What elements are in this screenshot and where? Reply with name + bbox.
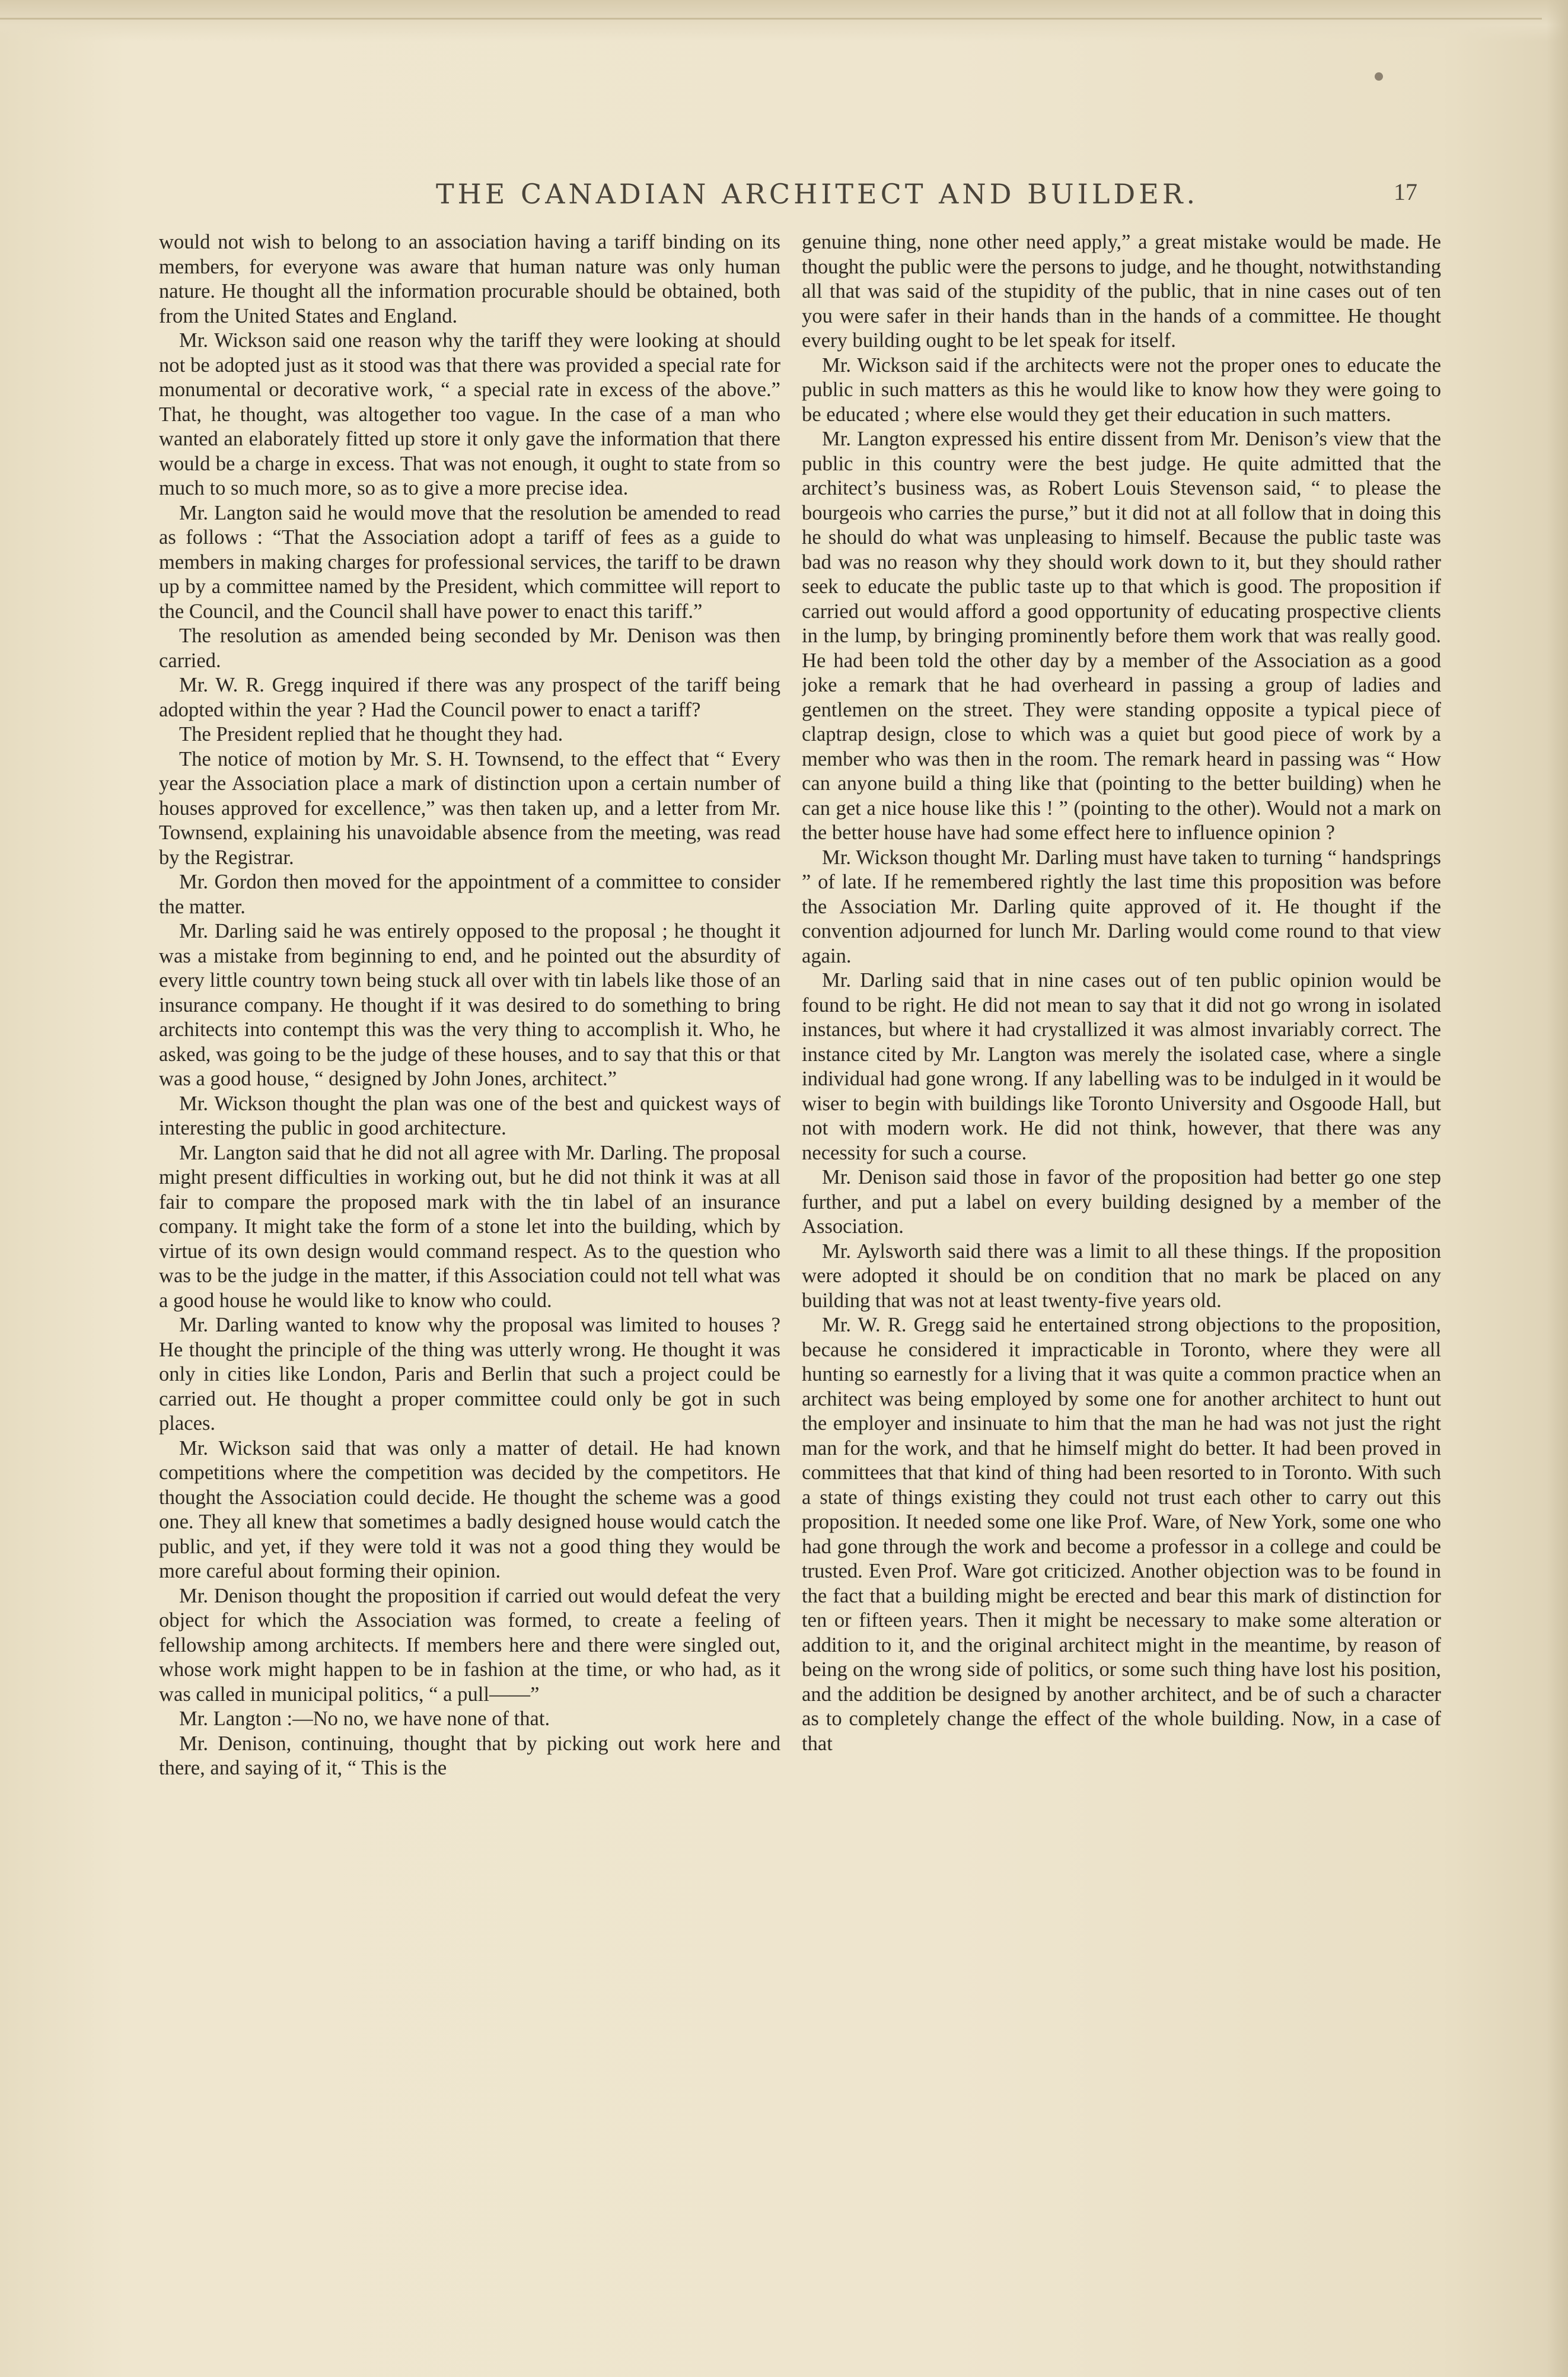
page-number: 17 bbox=[1394, 179, 1417, 205]
paragraph: Mr. Denison, continuing, thought that by picking out work here and there, and saying of it, “ This is the bbox=[159, 1732, 780, 1779]
paragraph: The President replied that he thought they had. bbox=[179, 723, 563, 745]
right-column bbox=[802, 230, 1441, 2241]
paragraph: Mr. Langton said that he did not all agree with Mr. Darling. The proposal might present difficulties in working out, but he did not think it was at all fair to compare the proposed mark with the tin label of an insurance company. It might take the form of a stone let into the building, which by virtue of its own design would command respect. As to the question who was to be the judge in the matter, if this Association could not tell what was a good house he would like to know who could. bbox=[159, 1141, 780, 1312]
ink-speck bbox=[1375, 72, 1383, 81]
paragraph: Mr. Wickson said that was only a matter of detail. He had known competitions where the competition was decided by the competitors. He thought the Association could decide. He thought the scheme was a good one. They all knew that sometimes a badly designed house would catch the public, and yet, if they were told it was not a good thing they would be more careful about forming their opinion. bbox=[159, 1436, 780, 1582]
running-head: THE CANADIAN ARCHITECT AND BUILDER. bbox=[436, 178, 1199, 210]
paragraph: Mr. Langton expressed his entire dissent from Mr. Denison’s view that the public in this country were the best judge. He quite admitted that the architect’s business was, as Robert Louis Stevenson said, “ to please the bourgeois who carries the purse,” but it did not at all follow that in doing this he should do what was unpleasing to himself. Because the public taste was bad was no reason why they should work down to it, but they should rather seek to educate the public taste up to that which is good. The proposition if carried out would afford a good opportunity of educating prospective clients in the lump, by bringing prominently before them work that was really good. He had been told the other day by a member of the Association as a good joke a remark that he had overheard in passing a group of ladies and gentlemen on the street. They were standing opposite a typical piece of claptrap design, close to which was a quiet but good piece of work by a member who was then in the room. The remark heard in passing was “ How can anyone build a thing like that (pointing to the better building) when he can get a nice house like this ! ” (pointing to the other). Would not a mark on the better house have had some effect here to influence opinion ? bbox=[802, 428, 1441, 844]
page-right-edge bbox=[1547, 0, 1568, 2377]
paragraph: Mr. W. R. Gregg inquired if there was any prospect of the tariff being adopted within the year ? Had the Council power to enact a tariff? bbox=[159, 674, 780, 721]
paragraph: Mr. Denison thought the proposition if carried out would defeat the very object for which the Association was formed, to create a feeling of fellowship among architects. If members here and there were singled out, whose work might happen to be in fashion at the time, or who had, as it was called in municipal politics, “ a pull——” bbox=[159, 1584, 780, 1706]
paragraph: Mr. Darling wanted to know why the proposal was limited to houses ? He thought the principle of the thing was utterly wrong. He thought it was only in cities like London, Paris and Berlin that such a project could be carried out. He thought a proper committee could only be got in such places. bbox=[159, 1314, 780, 1435]
paragraph: Mr. W. R. Gregg said he entertained strong objections to the proposition, because he considered it impracticable in Toronto, where they were all hunting so earnestly for a living that it was quite a common practice when an architect was being employed by some one for another architect to hunt out the employer and insinuate to him that the man he had was not just the right man for the work, and that he himself might do better. It had been proved in committees that that kind of thing had been resorted to in Toronto. With such a state of things existing they could not trust each other to carry out this proposition. It needed some one like Prof. Ware, of New York, some one who had gone through the work and become a professor in a college and could be trusted. Even Prof. Ware got criticized. Another objection was to be found in the fact that a building might be erected and bear this mark of distinction for ten or fifteen years. Then it might be necessary to make some alteration or addition to it, and the original architect might in the meantime, by reason of being on the wrong side of politics, or some such thing have lost his position, and the addition be designed by another architect, and be of such a character as to completely change the effect of the whole building. Now, in a case of that bbox=[802, 1314, 1441, 1755]
paragraph: The notice of motion by Mr. S. H. Townsend, to the effect that “ Every year the Association place a mark of distinction upon a certain number of houses approved for excellence,” was then taken up, and a letter from Mr. Townsend, explaining his unavoidable absence from the meeting, was read by the Registrar. bbox=[159, 747, 780, 869]
paragraph: Mr. Darling said that in nine cases out of ten public opinion would be found to be right. He did not mean to say that it did not go wrong in isolated instances, but where it had crystallized it was almost invariably correct. The instance cited by Mr. Langton was merely the isolated case, where a single individual had gone wrong. If any labelling was to be indulged in it would be wiser to begin with buildings like Toronto University and Osgoode Hall, but not with modern work. He did not think, however, that there was any necessity for such a course. bbox=[802, 969, 1441, 1164]
paragraph: Mr. Denison said those in favor of the proposition had better go one step further, and put a label on every building designed by a member of the Association. bbox=[802, 1166, 1441, 1238]
left-column bbox=[159, 230, 780, 2241]
paragraph: Mr. Gordon then moved for the appointment of a committee to consider the matter. bbox=[159, 871, 780, 918]
paragraph: Mr. Wickson said if the architects were not the proper ones to educate the public in such matters as this he would like to know how they were going to be educated ; where else would they get their education in such matters. bbox=[802, 353, 1441, 426]
paragraph: would not wish to belong to an association having a tariff binding on its members, for everyone was aware that human nature was only human nature. He thought all the information procurable should be obtained, both from the United States and England. bbox=[159, 231, 780, 327]
paragraph: Mr. Langton :—No no, we have none of that. bbox=[179, 1707, 550, 1730]
paragraph: Mr. Langton said he would move that the resolution be amended to read as follows : “That the Association adopt a tariff of fees as a guide to members in making charges for professional services, the tariff to be drawn up by a committee named by the President, which committee will report to the Council, and the Council shall have power to enact this tariff.” bbox=[159, 501, 780, 623]
paragraph: Mr. Wickson said one reason why the tariff they were looking at should not be adopted just as it stood was that there was provided a special rate for monumental or decorative work, “ a special rate in excess of the above.” That, he thought, was altogether too vague. In the case of a man who wanted an elaborately fitted up store it only gave the information that there would be a charge in excess. That was not enough, it ought to state from so much to so much more, so as to give a more precise idea. bbox=[159, 329, 780, 499]
paragraph: Mr. Wickson thought the plan was one of the best and quickest ways of interesting the public in good architecture. bbox=[159, 1092, 780, 1139]
paragraph: genuine thing, none other need apply,” a great mistake would be made. He thought the public were the persons to judge, and he thought, notwithstanding all that was said of the stupidity of the public, that in nine cases out of ten you were safer in their hands than in the hands of a committee. He thought every building ought to be let speak for itself. bbox=[802, 231, 1441, 352]
page-top-edge bbox=[0, 0, 1568, 42]
paragraph: Mr. Wickson thought Mr. Darling must have taken to turning “ handsprings ” of late. If he remembered rightly the last time this proposition was before the Association Mr. Darling quite approved of it. He thought if the convention adjourned for lunch Mr. Darling would come round to that view again. bbox=[802, 846, 1441, 967]
paragraph: Mr. Darling said he was entirely opposed to the proposal ; he thought it was a mistake from beginning to end, and he pointed out the absurdity of every little country town being stuck all over with tin labels like those of an insurance company. He thought if it was desired to do something to bring architects into contempt this was the very thing to accomplish it. Who, he asked, was going to be the judge of these houses, and to say that this or that was a good house, “ designed by John Jones, architect.” bbox=[159, 920, 780, 1090]
paragraph: The resolution as amended being seconded by Mr. Denison was then carried. bbox=[159, 624, 780, 672]
fold-line bbox=[0, 18, 1542, 20]
paragraph: Mr. Aylsworth said there was a limit to all these things. If the proposition were adopted it should be on condition that no mark be placed on any building that was not at least twenty-five years old. bbox=[802, 1240, 1441, 1312]
